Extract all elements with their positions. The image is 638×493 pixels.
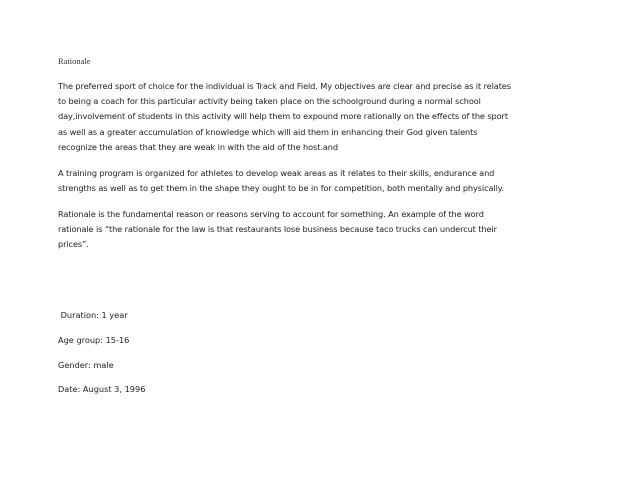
- detail-age-group: Age group: 15-16: [58, 335, 130, 345]
- paragraph-line: day,involvement of students in this activity will help them to expound more rationally on the effects of the sport: [58, 111, 508, 122]
- paragraph-sport-objectives: [58, 79, 594, 155]
- detail-date: Date: August 3, 1996: [58, 384, 146, 394]
- document-heading: Rationale: [58, 56, 91, 66]
- detail-gender: Gender: male: [58, 360, 114, 370]
- paragraph-line: as well as a greater accumulation of knowledge which will aid them in enhancing their God given talents: [58, 126, 478, 137]
- detail-duration: Duration: 1 year: [58, 310, 128, 320]
- paragraph-line: recognize the areas that they are weak in with the aid of the host.and: [58, 141, 338, 152]
- paragraph-line: Rationale is the fundamental reason or reasons serving to account for something. An example of the word: [58, 209, 484, 219]
- paragraph-line: prices”.: [58, 239, 89, 250]
- paragraph-line: The preferred sport of choice for the individual is Track and Field. My objectives are clear and precise as it relates: [58, 81, 511, 91]
- paragraph-line: rationale is “the rationale for the law is that restaurants lose business because taco trucks can undercut their: [58, 224, 497, 235]
- paragraph-line: A training program is organized for athletes to develop weak areas as it relates to their skills, endurance and: [58, 168, 495, 178]
- paragraph-rationale-definition: [58, 207, 594, 253]
- paragraph-line: to being a coach for this particular activity being taken place on the schoolground during a normal school: [58, 96, 481, 107]
- paragraph-training-program: [58, 166, 594, 196]
- paragraph-line: strengths as well as to get them in the shape they ought to be in for competition, both mentally and physically.: [58, 183, 504, 194]
